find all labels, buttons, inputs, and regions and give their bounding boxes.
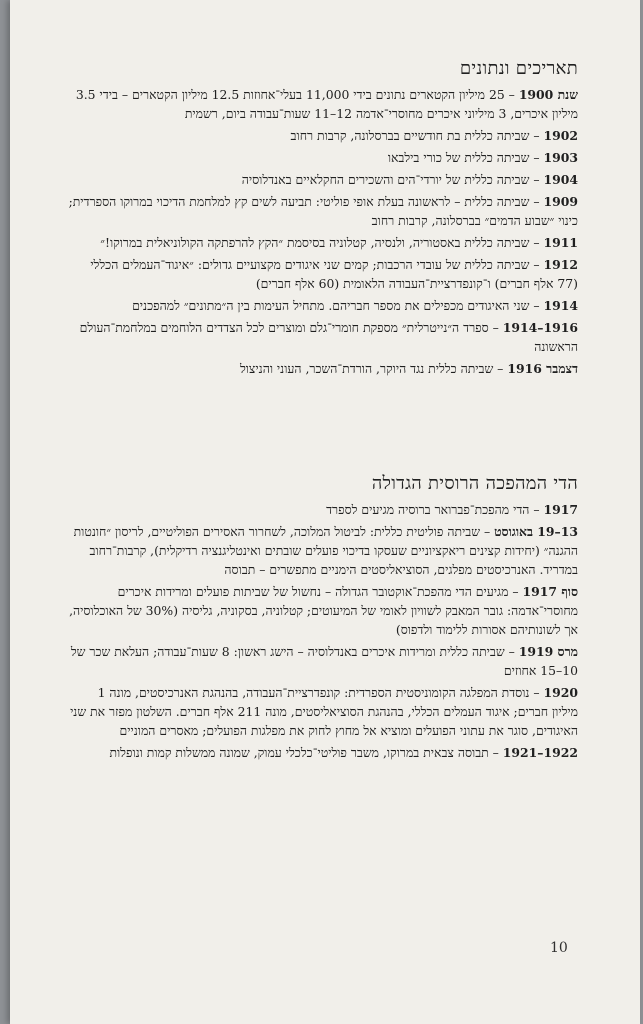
timeline-entry: [68, 296, 578, 315]
entry-text: – שביתה פוליטית כללית: לביטול המלוכה, לשחרור האסירים הפוליטיים, לריסון ״חונטות ההגנה״ (יחידות קצינים ריאקציוניים שעסקו בדיכוי פועלים שובתים ואינטליגנציה רדיקלית), קרבות־רחוב במדריד. האנרכיסטים מפלגים, הסוציאליסטים הימניים מתפשרים – תבוסה: [73, 524, 578, 577]
section-heading-dates: תאריכים ונתונים: [459, 58, 578, 79]
page-content: [68, 58, 578, 765]
timeline-entry: [68, 148, 578, 167]
entry-text: – שביתה כללית ומרידות איכרים באנדלוסיה – הישג ראשון: 8 שעות־עבודה; העלאת שכר של 10–15 אחוזים: [70, 644, 578, 678]
page-number: 10: [550, 940, 568, 956]
timeline-entry: [68, 170, 578, 189]
entry-text: – שביתה כללית של עובדי הרכבות; קמים שני איגודים מקצועיים גדולים: ״איגוד־העמלים הכללי (77 אלף חברים) ו־קונפדרציית־העבודה הלאומית (60 אלף חברים): [90, 257, 578, 291]
entry-date: 1902: [543, 128, 578, 143]
entry-text: – ספרד ה״נייטרלית״ מספקת חומרי־גלם ומוצרים לכל הצדדים הלוחמים במלחמת־העולם הראשונה: [79, 320, 578, 354]
section-spacer: [68, 381, 578, 473]
timeline-entry: [68, 359, 578, 378]
entry-date: 1904: [543, 172, 578, 187]
entry-text: – הדי מהפכת־פברואר ברוסיה מגיעים לספרד: [326, 502, 544, 517]
entry-date: 1917: [543, 502, 578, 517]
timeline-entry: [68, 318, 578, 356]
book-page: [10, 0, 640, 1024]
entry-text: – שביתה כללית – לראשונה בעלת אופי פוליטי: תביעה לשים קץ למלחמת הדיכוי במרוקו הספרדית; כינוי ״שבוע הדמים״ בברסלונה, קרבות רחוב: [68, 194, 578, 228]
entry-date: סוף 1917: [522, 584, 578, 599]
timeline-entry: [68, 522, 578, 579]
entry-text: – שביתה כללית של כורי בילבאו: [387, 150, 544, 165]
entry-date: 1903: [543, 150, 578, 165]
entry-date: 1920: [543, 685, 578, 700]
timeline-entry: [68, 500, 578, 519]
entry-text: – תבוסה צבאית במרוקו, משבר פוליטי־כלכלי עמוק, שמונה ממשלות קמות ונופלות: [109, 745, 503, 760]
timeline-entry: [68, 255, 578, 293]
timeline-entry: [68, 582, 578, 639]
entry-date: 1911: [543, 235, 578, 250]
entry-date: 1914: [543, 298, 578, 313]
entry-text: – שני האיגודים מכפילים את מספר חבריהם. מתחיל העימות בין ה״מתונים״ למהפכנים: [132, 298, 544, 313]
timeline-entry: [68, 743, 578, 762]
timeline-entry: [68, 233, 578, 252]
entry-text: – שביתה כללית באסטוריה, ולנסיה, קטלוניה בסיסמת ״הקץ להרפתקה הקולוניאלית במרוקו!״: [100, 235, 544, 250]
entry-text: – מגיעים הדי מהפכת־אוקטובר הגדולה – נחשול של שביתות פועלים ומרידות איכרים מחוסרי־אדמה: גובר המאבק לשוויון לאומי של המיעוטים; קטלוניה, בסקוניה, גליסיה (30% של האוכלוסיה, אך לשונותיהם אסורות ללימוד ולדפוס): [69, 584, 578, 637]
entry-text: – שביתה כללית נגד היוקר, הורדת־השכר, העוני והניצול: [239, 361, 508, 376]
entry-date: דצמבר 1916: [507, 361, 578, 376]
timeline-entry: [68, 683, 578, 740]
entry-date: 1912: [543, 257, 578, 272]
entry-date: שנת 1900: [518, 87, 578, 102]
entry-date: מרס 1919: [518, 644, 578, 659]
entry-date: 1909: [543, 194, 578, 209]
entry-text: – שביתה כללית של יורדי־הים והשכירים החקלאיים באנדלוסיה: [241, 172, 544, 187]
section-heading-russian-revolution: הדי המהפכה הרוסית הגדולה: [371, 473, 578, 494]
timeline-entry: [68, 642, 578, 680]
entry-date: 1922–1921: [502, 745, 578, 760]
entry-text: – 25 מיליון הקטארים נתונים בידי 11,000 בעלי־אחוזות 12.5 מיליון הקטארים – בידי 3.5 מיליון איכרים, 3 מיליוני איכרים מחוסרי־אדמה 12–11 שעות־עבודה ביום, רשמית: [75, 87, 578, 121]
entry-date: 1916–1914: [502, 320, 578, 335]
entry-date: 13–19 באוגוסט: [494, 524, 578, 539]
entry-text: – נוסדת המפלגה הקומוניסטית הספרדית: קונפדרציית־העבודה, בהנהגת האנרכיסטים, מונה 1 מיליון חברים; איגוד העמלים הכללי, בהנהגת הסוציאליסטים, מונה 211 אלף חברים. השלטון מפזר את שני האיגודים, סוגר את עתוני הפועלים ומוציא אל מחוץ לחוק את מפלגות הפועלים; מאסרים המוניים: [70, 685, 578, 738]
timeline-entry: [68, 126, 578, 145]
timeline-entry: [68, 192, 578, 230]
entry-text: – שביתה כללית בת חודשיים בברסלונה, קרבות רחוב: [290, 128, 544, 143]
timeline-entry: [68, 85, 578, 123]
